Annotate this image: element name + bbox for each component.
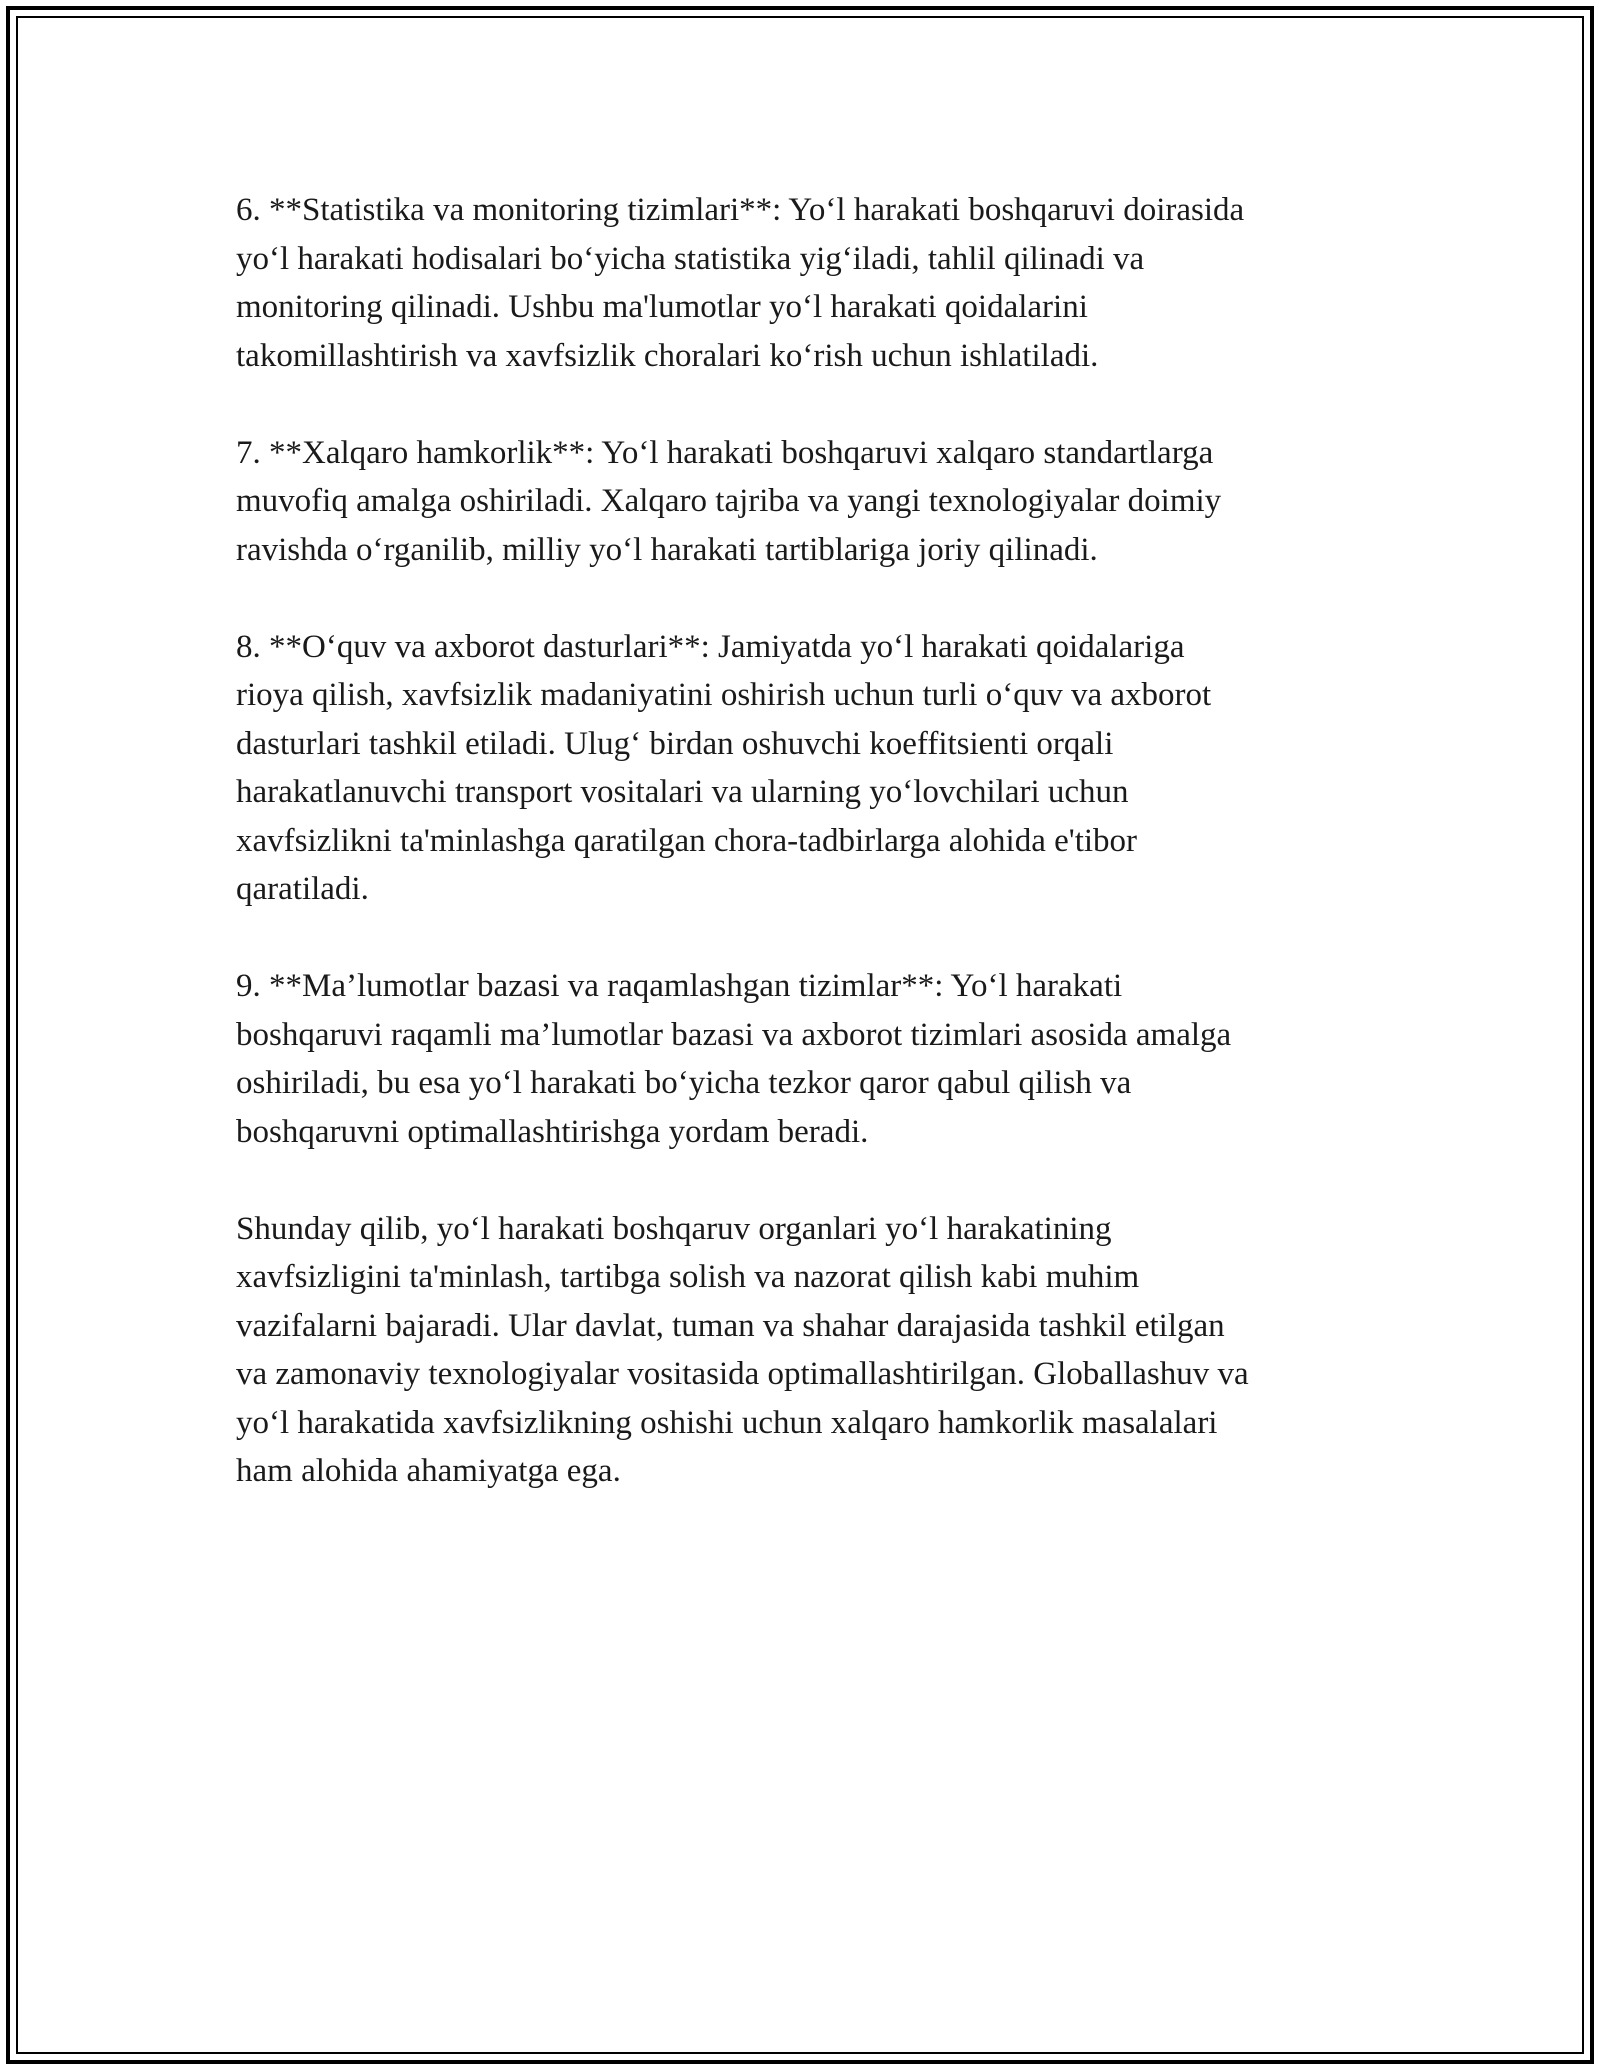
paragraph-education-programs: 8. **O‘quv va axborot dasturlari**: Jamiyatda yo‘l harakati qoidalariga rioya qilish, xavfsizlik madaniyatini oshirish uchun turli o‘quv va axborot dasturlari tashkil etiladi. Ulug‘ birdan oshuvchi koeffitsienti orqali harakatlanuvchi transport vositalari va ularning yo‘lovchilari uchun xavfsizlikni ta'minlashga qaratilgan chora-tadbirlarga alohida e'tibor qaratiladi. [236,628,1212,907]
paragraph-statistics-monitoring: 6. **Statistika va monitoring tizimlari**: Yo‘l harakati boshqaruvi doirasida yo‘l harakati hodisalari bo‘yicha statistika yig‘iladi, tahlil qilinadi va monitoring qilinadi. Ushbu ma'lumotlar yo‘l harakati qoidalarini takomillashtirish va xavfsizlik choralari ko‘rish uchun ishlatiladi. [236,192,1245,374]
document-body [236,186,1366,1496]
paragraph-conclusion: Shunday qilib, yo‘l harakati boshqaruv organlari yo‘l harakatining xavfsizligini ta'minlash, tartibga solish va nazorat qilish kabi muhim vazifalarni bajaradi. Ular davlat, tuman va shahar darajasida tashkil etilgan va zamonaviy texnologiyalar vositasida optimallashtirilgan. Globallashuv va yo‘l harakatida xavfsizlikning oshishi uchun xalqaro hamkorlik masalalari ham alohida ahamiyatga ega. [236,1210,1249,1489]
paragraph-database-digital-systems: 9. **Ma’lumotlar bazasi va raqamlashgan tizimlar**: Yo‘l harakati boshqaruvi raqamli ma’lumotlar bazasi va axborot tizimlari asosida amalga oshiriladi, bu esa yo‘l harakati bo‘yicha tezkor qaror qabul qilish va boshqaruvni optimallashtirishga yordam beradi. [236,968,1232,1150]
paragraph-international-cooperation: 7. **Xalqaro hamkorlik**: Yo‘l harakati boshqaruvi xalqaro standartlarga muvofiq amalga oshiriladi. Xalqaro tajriba va yangi texnologiyalar doimiy ravishda o‘rganilib, milliy yo‘l harakati tartiblariga joriy qilinadi. [236,434,1222,568]
